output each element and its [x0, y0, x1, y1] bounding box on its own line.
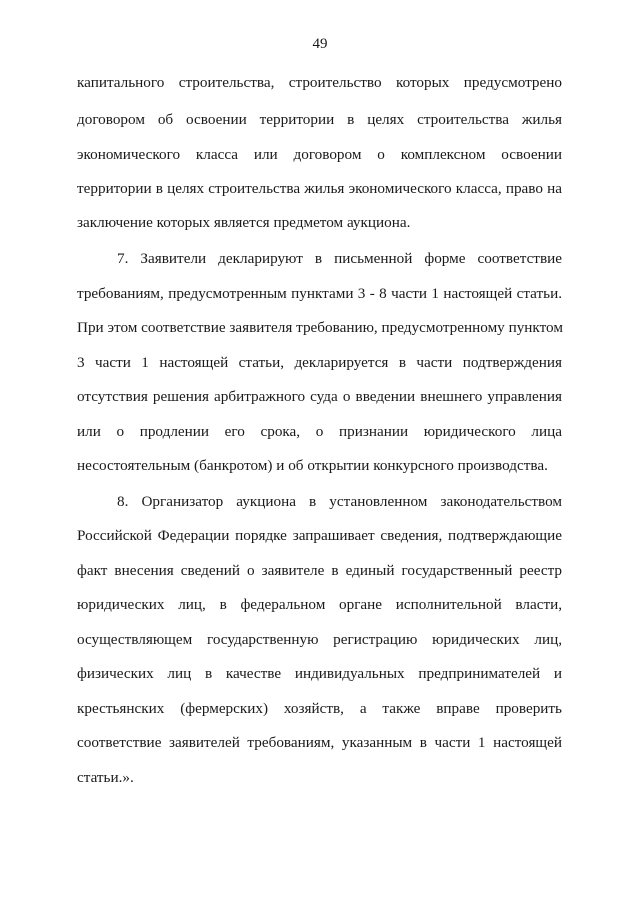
- text-line: юридических лиц, в федеральном органе исполнительной власти,: [77, 596, 562, 613]
- text-line: При этом соответствие заявителя требованию, предусмотренному пунктом: [77, 319, 563, 336]
- text-line: отсутствия решения арбитражного суда о введении внешнего управления: [77, 388, 562, 405]
- text-line: статьи.».: [77, 769, 134, 786]
- text-line: соответствие заявителей требованиям, указанным в части 1 настоящей: [77, 734, 562, 751]
- text-line: 8. Организатор аукциона в установленном законодательством: [117, 493, 562, 510]
- text-line: капитального строительства, строительство которых предусмотрено: [77, 74, 562, 91]
- text-line: требованиям, предусмотренным пунктами 3 - 8 части 1 настоящей статьи.: [77, 285, 562, 302]
- text-line: или о продлении его срока, о признании юридического лица: [77, 423, 562, 440]
- page-number: 49: [312, 36, 328, 52]
- text-line: физических лиц в качестве индивидуальных предпринимателей и: [77, 665, 562, 682]
- text-line: 3 части 1 настоящей статьи, декларируется в части подтверждения: [77, 354, 562, 371]
- text-line: Российской Федерации порядке запрашивает сведения, подтверждающие: [77, 527, 562, 544]
- text-line: осуществляющем государственную регистрацию юридических лиц,: [77, 631, 562, 648]
- text-line: несостоятельным (банкротом) и об открытии конкурсного производства.: [77, 457, 548, 474]
- text-line: договором об освоении территории в целях строительства жилья: [77, 111, 562, 128]
- text-line: заключение которых является предметом аукциона.: [77, 214, 411, 231]
- text-line: 7. Заявители декларируют в письменной форме соответствие: [117, 250, 562, 267]
- text-line: экономического класса или договором о комплексном освоении: [77, 146, 562, 163]
- text-line: факт внесения сведений о заявителе в единый государственный реестр: [77, 562, 562, 579]
- text-line: крестьянских (фермерских) хозяйств, а также вправе проверить: [77, 700, 562, 717]
- text-line: территории в целях строительства жилья экономического класса, право на: [77, 180, 562, 197]
